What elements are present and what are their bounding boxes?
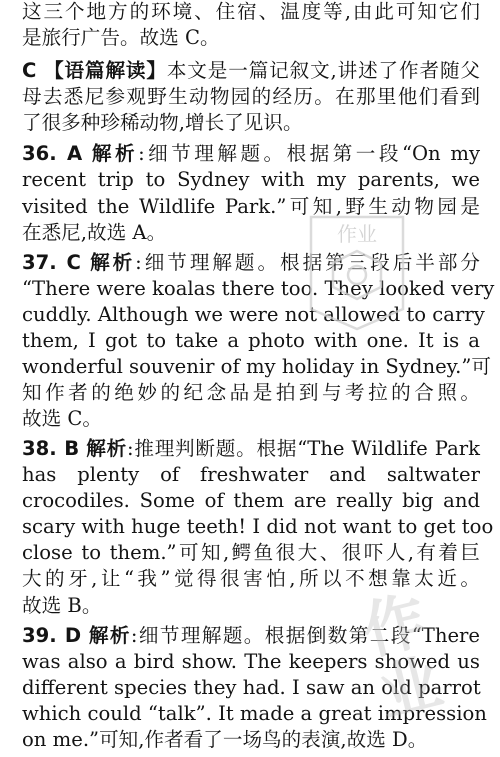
- answer-line: recent trip to Sydney with my parents, we: [22, 168, 480, 191]
- answer-line: 故选 B。: [22, 594, 102, 617]
- answer-38: 38. B 解析:推理判断题。根据“The Wildlife Park: [22, 437, 480, 460]
- answer-line: wonderful souvenir of my holiday in Sydney.”可: [22, 355, 491, 378]
- answer-line: has plenty of freshwater and saltwater: [22, 463, 480, 486]
- answer-line: crocodiles. Some of them are really big and: [22, 489, 480, 512]
- answer-line: 在悉尼,故选 A。: [22, 221, 167, 244]
- passage-summary-line: 了很多种珍稀动物,增长了见识。: [22, 111, 303, 134]
- answer-line: on me.”可知,作者看了一场鸟的表演,故选 D。: [22, 728, 428, 751]
- question-number: 38. B: [22, 437, 80, 460]
- answer-line: 知作者的绝妙的纪念品是拍到与考拉的合照。: [22, 381, 480, 404]
- analysis-label: 解析: [91, 142, 139, 165]
- watermark-stamp-text: 作业: [337, 222, 377, 246]
- answer-37: 37. C 解析:细节理解题。根据第三段后半部分: [22, 251, 481, 274]
- answer-line: scary with huge teeth! I did not want to get too: [22, 515, 494, 538]
- answer-line: 故选 C。: [22, 407, 103, 430]
- answer-line: which could “talk”. It made a great impression: [22, 702, 487, 725]
- answer-line: different species they had. I saw an old parrot: [22, 676, 481, 699]
- question-number: 37. C: [22, 251, 81, 274]
- answer-line: “There were koalas there too. They looked very: [22, 277, 495, 300]
- intro-line: 这三个地方的环境、住宿、温度等,由此可知它们: [22, 0, 480, 23]
- answer-line: was also a bird show. The keepers showed us: [22, 650, 480, 673]
- answer-line: 大的牙,让“我”觉得很害怕,所以不想靠太近。: [22, 567, 480, 590]
- intro-line: 是旅行广告。故选 C。: [22, 26, 220, 49]
- analysis-label: 解析: [88, 624, 131, 647]
- answer-line: visited the Wildlife Park.”可知,野生动物园是: [22, 195, 480, 218]
- answer-36: 36. A 解析:细节理解题。根据第一段“On my: [22, 142, 481, 165]
- analysis-label: 解析: [86, 437, 127, 460]
- answer-39: 39. D 解析:细节理解题。根据倒数第二段“There: [22, 624, 481, 647]
- question-number: 36. A: [22, 142, 83, 165]
- passage-summary-line: 母去悉尼参观野生动物园的经历。在那里他们看到: [22, 85, 480, 108]
- answer-line: cuddly. Although we were not allowed to carry: [22, 303, 485, 326]
- passage-summary-heading: C 【语篇解读】本文是一篇记叙文,讲述了作者随父: [22, 59, 480, 82]
- passage-label: C 【语篇解读】: [22, 59, 167, 82]
- analysis-label: 解析: [90, 251, 136, 274]
- answer-line: close to them.”可知,鳄鱼很大、很吓人,有着巨: [22, 541, 480, 564]
- question-number: 39. D: [22, 624, 82, 647]
- watermark-corner: 作业: [355, 582, 449, 731]
- answer-line: them, I got to take a photo with one. It is a: [22, 329, 480, 352]
